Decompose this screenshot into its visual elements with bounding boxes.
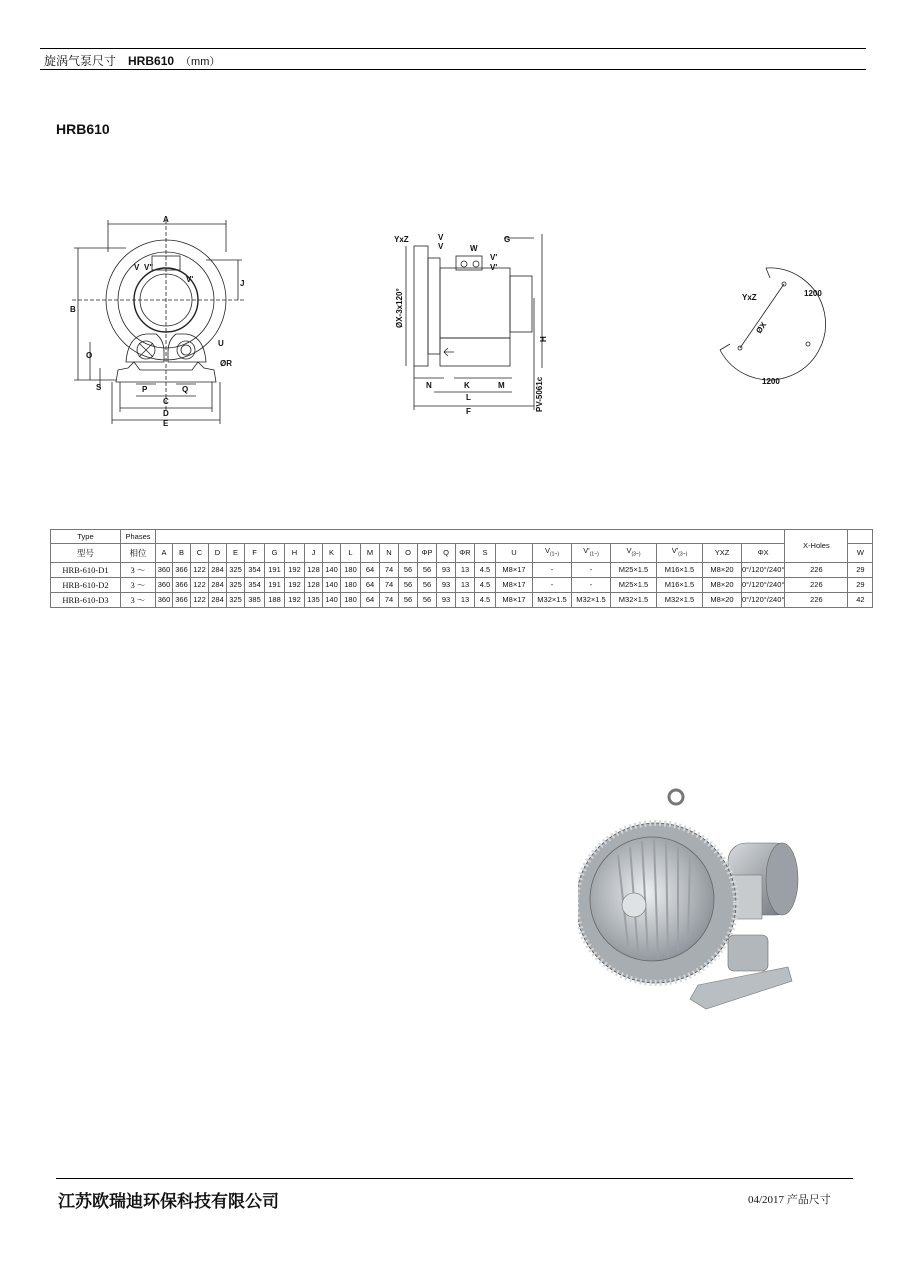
- cell-f: 354: [245, 562, 265, 577]
- cell-f: 385: [245, 592, 265, 607]
- flange-label-phix: ØX: [754, 320, 769, 336]
- cell-p: 56: [418, 592, 437, 607]
- cell-b: 366: [173, 592, 191, 607]
- cell-q: 93: [437, 562, 456, 577]
- cell-g: 188: [265, 592, 285, 607]
- cell-g: 191: [265, 577, 285, 592]
- cell-l: 180: [341, 577, 361, 592]
- th-col-a: A: [156, 544, 173, 563]
- th-col-e: E: [227, 544, 245, 563]
- th-col-g: G: [265, 544, 285, 563]
- th-phases-cn: 相位: [121, 544, 156, 563]
- th-col-v1p-sub: (1~): [589, 551, 599, 558]
- cell-h: 192: [285, 577, 305, 592]
- th-col-d: D: [209, 544, 227, 563]
- table-row: [51, 562, 873, 577]
- cell-phix: 226: [785, 577, 848, 592]
- cell-v1p: -: [572, 577, 611, 592]
- th-col-v1p: [572, 544, 611, 563]
- header-bottom-rule: [40, 69, 866, 70]
- th-col-v3-sub: (3~): [631, 551, 641, 558]
- th-col-b: B: [173, 544, 191, 563]
- spec-table: [50, 529, 873, 608]
- cell-s: 4.5: [475, 562, 496, 577]
- cell-d: 284: [209, 592, 227, 607]
- cell-b: 366: [173, 577, 191, 592]
- table-header-row-1: [51, 530, 873, 544]
- cell-u: M8×17: [496, 577, 533, 592]
- cell-c: 122: [191, 562, 209, 577]
- cell-n: 74: [380, 562, 399, 577]
- side-label-phix: ØX-3x120°: [395, 288, 404, 328]
- cell-v1: M32×1.5: [533, 592, 572, 607]
- th-xholes: X-Holes: [785, 530, 848, 563]
- cell-e: 325: [227, 592, 245, 607]
- cell-s: 4.5: [475, 577, 496, 592]
- side-label-m: M: [498, 381, 505, 390]
- footer-rule: [56, 1178, 853, 1179]
- header-unit: （mm）: [180, 56, 221, 68]
- th-col-q: Q: [437, 544, 456, 563]
- cell-j: 135: [305, 592, 323, 607]
- cell-o: 56: [399, 562, 418, 577]
- cell-r: 13: [456, 562, 475, 577]
- flange-label-1200a: 1200: [804, 289, 822, 298]
- flange-label-yxz: YxZ: [742, 293, 757, 302]
- side-view-drawing: [394, 228, 554, 414]
- th-col-v1-sub: (1~): [549, 551, 560, 558]
- cell-v3: M25×1.5: [611, 562, 657, 577]
- cell-phase: 3 ～: [121, 592, 156, 607]
- table-row: [51, 592, 873, 607]
- cell-phase: 3 ～: [121, 562, 156, 577]
- dim-label-q: Q: [182, 385, 189, 394]
- dim-label-o: O: [86, 351, 93, 360]
- cell-v1: -: [533, 562, 572, 577]
- cell-xholes: 0°/120°/240°: [742, 577, 785, 592]
- cell-yxz: M8×20: [703, 577, 742, 592]
- side-label-h: H: [539, 336, 548, 342]
- cell-phase: 3 ～: [121, 577, 156, 592]
- cell-q: 93: [437, 592, 456, 607]
- dim-label-c: C: [163, 397, 169, 406]
- side-label-f: F: [466, 407, 471, 414]
- cell-phix: 226: [785, 562, 848, 577]
- cell-h: 192: [285, 592, 305, 607]
- cell-xholes: 0°/120°/240°: [742, 592, 785, 607]
- cell-j: 128: [305, 562, 323, 577]
- cell-e: 325: [227, 562, 245, 577]
- side-label-yxz: YxZ: [394, 235, 409, 244]
- th-blank: [156, 530, 785, 544]
- th-col-v3: [611, 544, 657, 563]
- header-title: [44, 52, 220, 69]
- cell-v3p: M32×1.5: [657, 592, 703, 607]
- cell-a: 360: [156, 577, 173, 592]
- dim-label-b: B: [70, 305, 76, 314]
- front-view-drawing: [66, 212, 256, 428]
- th-blank-2: [848, 530, 873, 544]
- cell-o: 56: [399, 592, 418, 607]
- cell-v1p: -: [572, 562, 611, 577]
- th-col-h: H: [285, 544, 305, 563]
- header-model: HRB610: [128, 54, 175, 68]
- cell-l: 180: [341, 592, 361, 607]
- cell-a: 360: [156, 562, 173, 577]
- footer-date: 04/2017: [748, 1194, 785, 1206]
- cell-p: 56: [418, 577, 437, 592]
- cell-a: 360: [156, 592, 173, 607]
- cell-n: 74: [380, 592, 399, 607]
- flange-label-1200b: 1200: [762, 377, 780, 386]
- table-row: [51, 577, 873, 592]
- cell-v3: M25×1.5: [611, 577, 657, 592]
- cell-l: 180: [341, 562, 361, 577]
- side-label-vp1: V': [490, 253, 498, 262]
- th-col-w: W: [848, 544, 873, 563]
- side-label-n: N: [426, 381, 432, 390]
- cell-h: 192: [285, 562, 305, 577]
- side-label-v2: V: [438, 242, 444, 251]
- th-col-phix: ΦX: [742, 544, 785, 563]
- dim-label-vp: V': [186, 275, 194, 284]
- th-col-v1: [533, 544, 572, 563]
- company-name: 江苏欧瑞迪环保科技有限公司: [58, 1192, 279, 1211]
- cell-d: 284: [209, 562, 227, 577]
- th-type-cn: 型号: [51, 544, 121, 563]
- cell-xholes: 0°/120°/240°: [742, 562, 785, 577]
- cell-v3p: M16×1.5: [657, 562, 703, 577]
- header-top-rule: [40, 48, 866, 49]
- th-phases: Phases: [121, 530, 156, 544]
- cell-yxz: M8×20: [703, 592, 742, 607]
- side-label-v1: V: [438, 233, 444, 242]
- cell-m: 64: [361, 592, 380, 607]
- th-col-s: S: [475, 544, 496, 563]
- cell-n: 74: [380, 577, 399, 592]
- cell-c: 122: [191, 592, 209, 607]
- cell-o: 56: [399, 577, 418, 592]
- dim-label-p: P: [142, 385, 148, 394]
- th-col-v1-label: V: [544, 546, 550, 555]
- cell-yxz: M8×20: [703, 562, 742, 577]
- cell-v1p: M32×1.5: [572, 592, 611, 607]
- side-label-vp2: V': [490, 263, 498, 272]
- side-label-k: K: [464, 381, 470, 390]
- th-col-k: K: [323, 544, 341, 563]
- cell-v1: -: [533, 577, 572, 592]
- th-col-l: L: [341, 544, 361, 563]
- th-col-m: M: [361, 544, 380, 563]
- cell-type: HRB-610-D2: [51, 577, 121, 592]
- th-col-j: J: [305, 544, 323, 563]
- cell-v3p: M16×1.5: [657, 577, 703, 592]
- cell-type: HRB-610-D3: [51, 592, 121, 607]
- th-col-r: ΦR: [456, 544, 475, 563]
- cell-d: 284: [209, 577, 227, 592]
- dim-label-d: D: [163, 409, 169, 418]
- th-col-c: C: [191, 544, 209, 563]
- th-col-v1p-label: V': [583, 546, 590, 555]
- th-col-o: O: [399, 544, 418, 563]
- dim-label-e: E: [163, 419, 169, 428]
- cell-r: 13: [456, 577, 475, 592]
- dim-label-j: J: [240, 279, 245, 288]
- cell-u: M8×17: [496, 592, 533, 607]
- dim-label-a: A: [163, 215, 169, 224]
- side-label-l: L: [466, 393, 471, 402]
- th-col-u: U: [496, 544, 533, 563]
- cell-m: 64: [361, 562, 380, 577]
- th-col-f: F: [245, 544, 265, 563]
- cell-r: 13: [456, 592, 475, 607]
- cell-s: 4.5: [475, 592, 496, 607]
- product-photo: [578, 785, 810, 1025]
- cell-w: 29: [848, 577, 873, 592]
- cell-k: 140: [323, 592, 341, 607]
- cell-c: 122: [191, 577, 209, 592]
- cell-g: 191: [265, 562, 285, 577]
- cell-phix: 226: [785, 592, 848, 607]
- cell-b: 366: [173, 562, 191, 577]
- dim-label-u: U: [218, 339, 224, 348]
- flange-view-drawing: [716, 262, 832, 386]
- dim-label-s: S: [96, 383, 102, 392]
- cell-f: 354: [245, 577, 265, 592]
- side-label-g: G: [504, 235, 511, 244]
- dim-label-v: V: [134, 263, 140, 272]
- footer-doc: 产品尺寸: [786, 1194, 831, 1206]
- cell-k: 140: [323, 562, 341, 577]
- header-title-cn: 旋涡气泵尺寸: [44, 54, 117, 68]
- side-label-w: W: [470, 244, 478, 253]
- cell-k: 140: [323, 577, 341, 592]
- cell-p: 56: [418, 562, 437, 577]
- th-col-v3-label: V: [626, 546, 632, 555]
- side-label-pv: PV-5061c: [535, 376, 544, 412]
- cell-type: HRB-610-D1: [51, 562, 121, 577]
- th-type: Type: [51, 530, 121, 544]
- cell-m: 64: [361, 577, 380, 592]
- th-col-n: N: [380, 544, 399, 563]
- cell-j: 128: [305, 577, 323, 592]
- cell-e: 325: [227, 577, 245, 592]
- th-col-p: ΦP: [418, 544, 437, 563]
- dim-label-v2: V": [144, 263, 154, 272]
- table-header-row-2: [51, 544, 873, 563]
- th-col-v3p: [657, 544, 703, 563]
- model-title: HRB610: [56, 121, 110, 137]
- footer-meta: [748, 1191, 831, 1207]
- dim-label-r: ØR: [220, 359, 232, 368]
- cell-v3: M32×1.5: [611, 592, 657, 607]
- cell-w: 42: [848, 592, 873, 607]
- cell-q: 93: [437, 577, 456, 592]
- th-col-yxz: YXZ: [703, 544, 742, 563]
- cell-w: 29: [848, 562, 873, 577]
- cell-u: M8×17: [496, 562, 533, 577]
- th-col-v3p-sub: (3~): [678, 551, 688, 558]
- th-col-v3p-label: V': [671, 546, 679, 555]
